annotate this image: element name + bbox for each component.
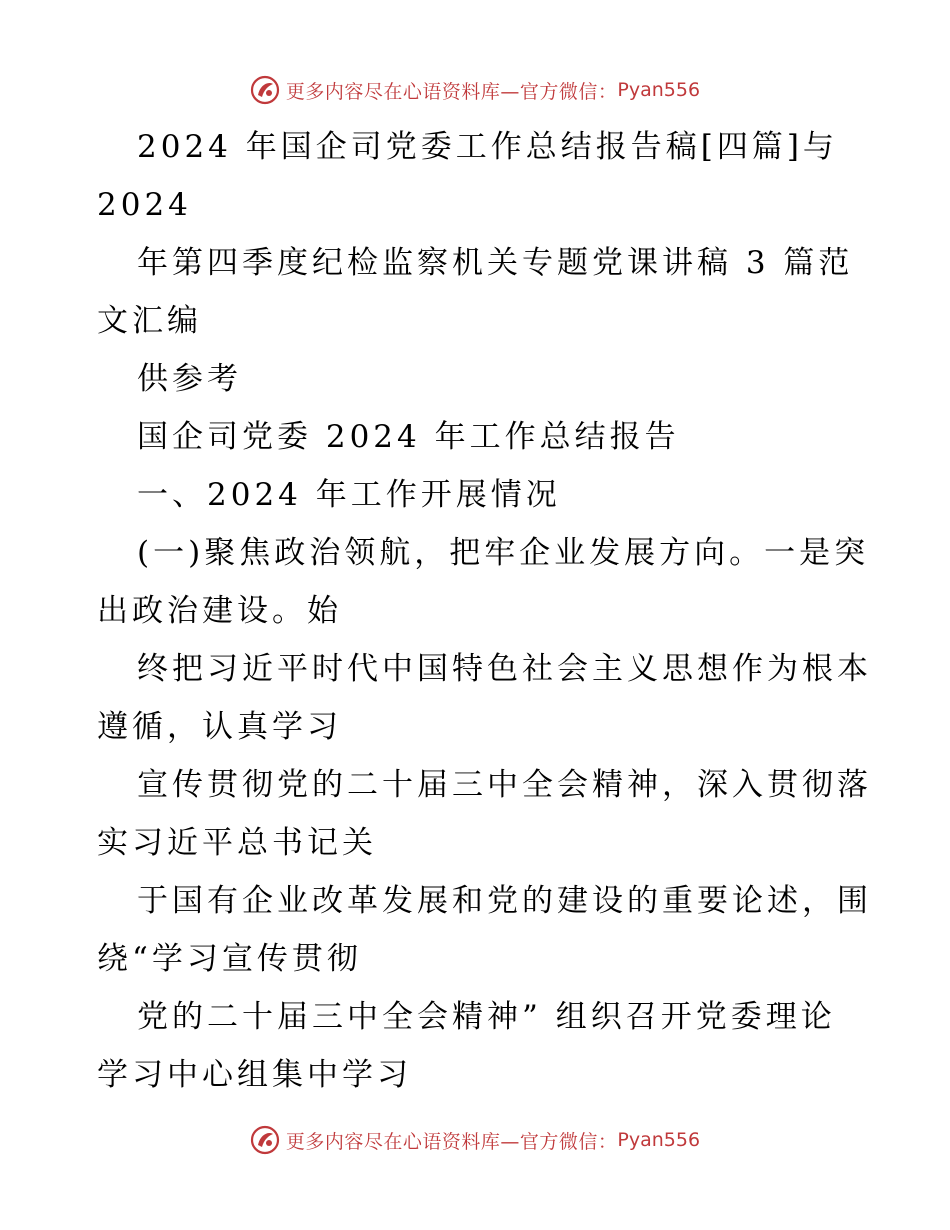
watermark-site-text: 更多内容尽在心语资料库—官方微信：: [285, 1130, 618, 1153]
title-line-3: 年第四季度纪检监察机关专题党课讲稿 3 篇范: [137, 245, 854, 281]
paragraph-line: 遵循，认真学习: [97, 709, 342, 745]
paragraph-line: 终把习近平时代中国特色社会主义思想作为根本: [137, 651, 872, 687]
paragraph-line: 党的二十届三中全会精神” 组织召开党委理论: [137, 999, 836, 1035]
note-line: 供参考: [137, 361, 242, 397]
paragraph-line: 学习中心组集中学习: [97, 1057, 412, 1093]
title-line-2: 2024: [97, 187, 192, 223]
flower-logo-icon: [250, 1125, 280, 1155]
title-line-4: 文汇编: [97, 303, 202, 339]
paragraph-line: (一)聚焦政治领航，把牢企业发展方向。一是突: [137, 535, 870, 571]
document-body: [97, 118, 872, 1104]
paragraph-line: 宣传贯彻党的二十届三中全会精神，深入贯彻落: [137, 767, 872, 803]
footer-watermark: [0, 1120, 950, 1160]
paragraph-line: 绕“学习宣传贯彻: [97, 941, 362, 977]
section-heading: 国企司党委 2024 年工作总结报告: [137, 419, 680, 455]
header-watermark: [0, 70, 950, 110]
title-line-1: 2024 年国企司党委工作总结报告稿[四篇]与: [137, 129, 838, 165]
paragraph-line: 实习近平总书记关: [97, 825, 377, 861]
flower-logo-icon: [250, 75, 280, 105]
subsection-heading: 一、2024 年工作开展情况: [137, 477, 561, 513]
watermark-site-text: 更多内容尽在心语资料库—官方微信：: [285, 80, 618, 103]
paragraph-line: 出政治建设。始: [97, 593, 342, 629]
paragraph-line: 于国有企业改革发展和党的建设的重要论述，围: [137, 883, 872, 919]
watermark-wechat-id: Pyan556: [617, 79, 701, 101]
watermark-wechat-id: Pyan556: [617, 1129, 701, 1151]
